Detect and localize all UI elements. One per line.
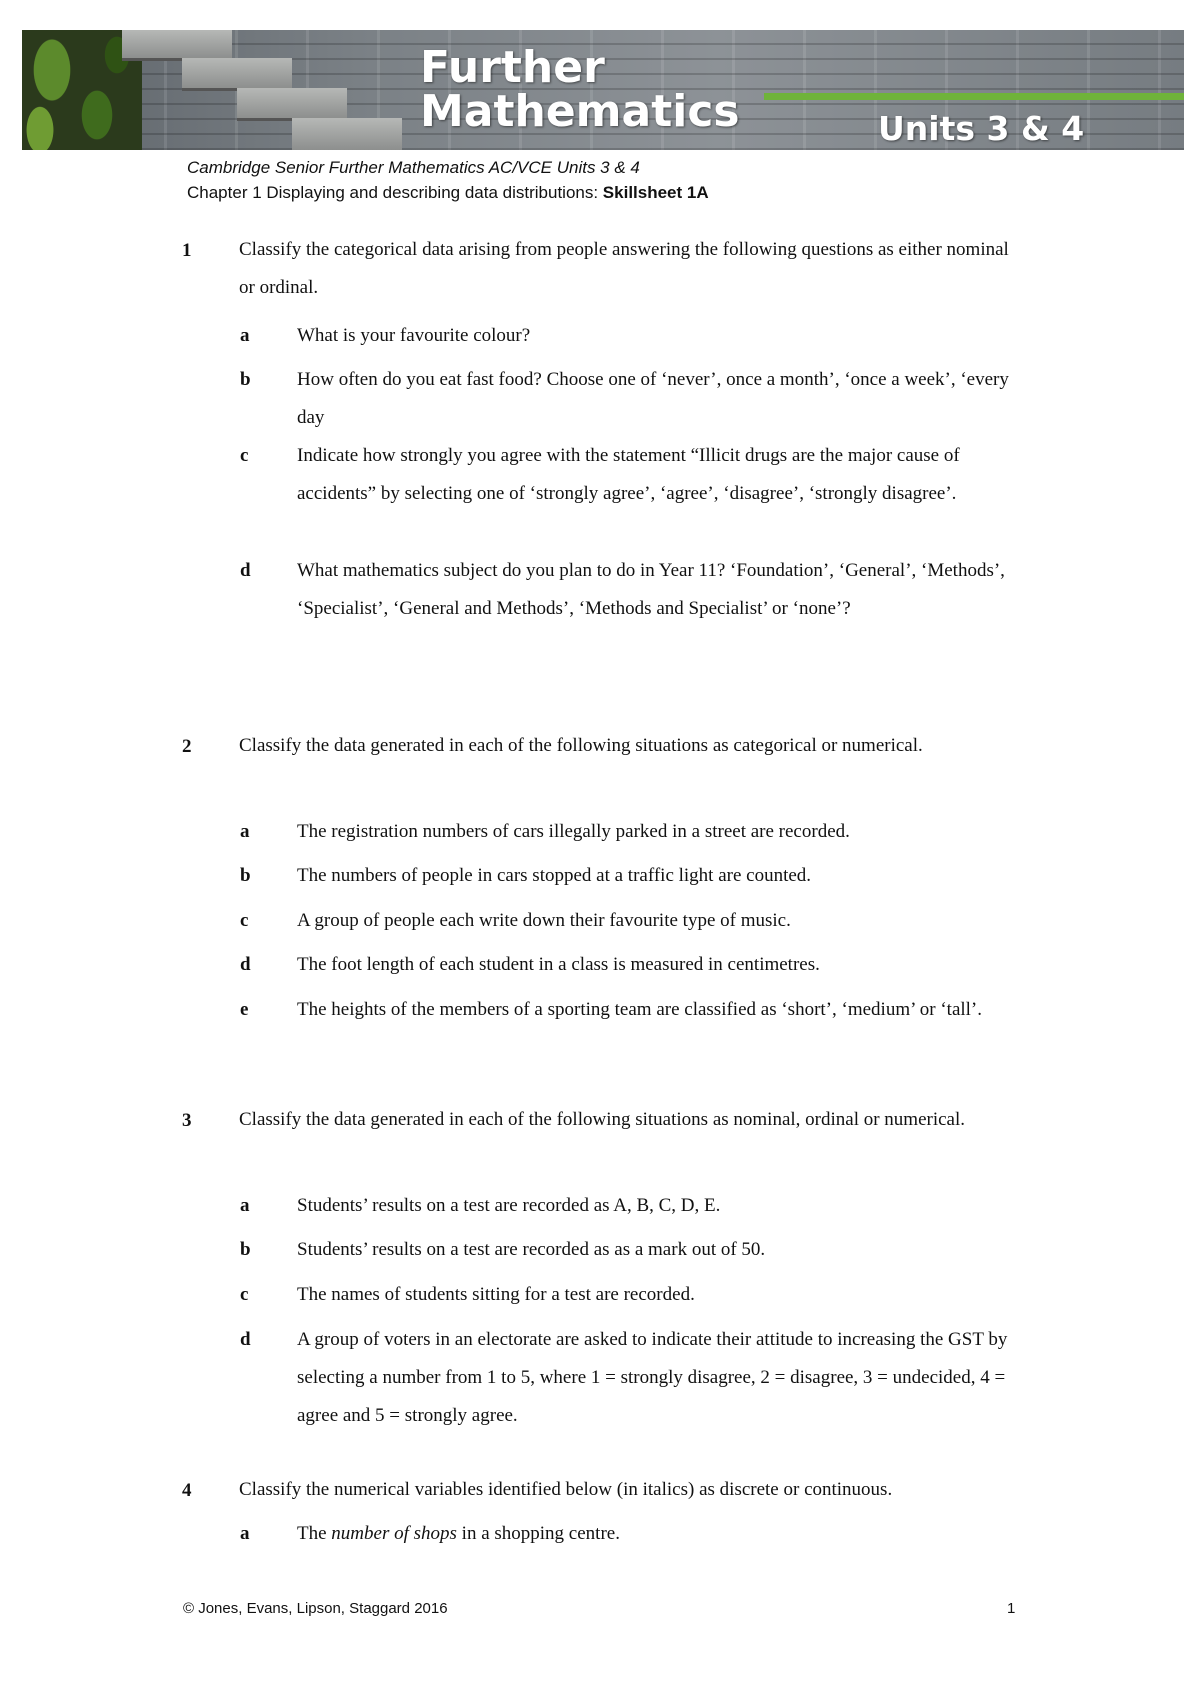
- part-text: The names of students sitting for a test are recorded.: [297, 1284, 695, 1305]
- question-number: 1: [182, 240, 192, 261]
- stair-step: [237, 88, 347, 121]
- part-text: How often do you eat fast food? Choose one of ‘never’, once a month’, ‘once a week’, ‘every day: [297, 369, 1009, 428]
- question-text: Classify the data generated in each of the following situations as categorical or numerical.: [239, 735, 923, 756]
- banner-title-line1: Further: [420, 42, 605, 93]
- part-text-pre: The: [297, 1523, 332, 1544]
- part-text: Indicate how strongly you agree with the statement “Illicit drugs are the major cause of accidents” by selecting one of ‘strongly agree’, ‘agree’, ‘disagree’, ‘strongly disagree’.: [297, 445, 960, 504]
- stair-step: [182, 58, 292, 91]
- stair-step: [122, 30, 232, 61]
- part-label: d: [240, 560, 251, 581]
- part-label: a: [240, 1195, 250, 1216]
- part-label: a: [240, 821, 250, 842]
- header-banner: [22, 30, 1184, 150]
- part-text-post: in a shopping centre.: [456, 1523, 620, 1544]
- part-text: A group of people each write down their favourite type of music.: [297, 910, 791, 931]
- part-label: d: [240, 1329, 251, 1350]
- question-text: Classify the data generated in each of the following situations as nominal, ordinal or numerical.: [239, 1109, 966, 1130]
- page-number: 1: [1007, 1600, 1016, 1617]
- part-text: [297, 1515, 1017, 1553]
- part-text: Students’ results on a test are recorded as A, B, C, D, E.: [297, 1195, 721, 1216]
- part-text: The heights of the members of a sporting team are classified as ‘short’, ‘medium’ or ‘tall’.: [297, 999, 983, 1020]
- banner-title: [420, 42, 740, 137]
- part-label: b: [240, 865, 251, 886]
- course-title: Cambridge Senior Further Mathematics AC/VCE Units 3 & 4: [187, 158, 640, 177]
- part-text-emphasis: number of shops: [331, 1523, 457, 1544]
- part-text: A group of voters in an electorate are asked to indicate their attitude to increasing the GST by selecting a number from 1 to 5, where 1 = strongly disagree, 2 = disagree, 3 = undecided, 4 = agree and 5 = strongly agree.: [297, 1329, 1008, 1426]
- part-text: The numbers of people in cars stopped at a traffic light are counted.: [297, 865, 812, 886]
- part-text: The registration numbers of cars illegally parked in a street are recorded.: [297, 821, 850, 842]
- part-label: c: [240, 1284, 249, 1305]
- part-label: e: [240, 999, 249, 1020]
- part-text: Students’ results on a test are recorded as as a mark out of 50.: [297, 1239, 766, 1260]
- part-label: c: [240, 445, 249, 466]
- stair-step: [292, 118, 402, 150]
- banner-units: Units 3 & 4: [878, 109, 1085, 148]
- question-number: 2: [182, 736, 192, 757]
- question-text: Classify the numerical variables identified below (in italics) as discrete or continuous.: [239, 1479, 893, 1500]
- footer-copyright: © Jones, Evans, Lipson, Staggard 2016: [183, 1600, 448, 1617]
- part-text: What is your favourite colour?: [297, 325, 531, 346]
- part-label: a: [240, 325, 250, 346]
- part-label: d: [240, 954, 251, 975]
- part-label: a: [240, 1523, 250, 1544]
- chapter-title: [187, 183, 709, 203]
- part-text: What mathematics subject do you plan to do in Year 11? ‘Foundation’, ‘General’, ‘Methods’, ‘Specialist’, ‘General and Methods’, ‘Methods and Specialist’ or ‘none’?: [297, 560, 1005, 619]
- part-label: b: [240, 369, 251, 390]
- part-label: c: [240, 910, 249, 931]
- part-label: b: [240, 1239, 251, 1260]
- green-accent-line: [764, 93, 1184, 100]
- question-text: Classify the categorical data arising from people answering the following questions as either nominal or ordinal.: [239, 239, 1009, 298]
- skillsheet-label: Skillsheet 1A: [602, 183, 709, 202]
- banner-title-line2: Mathematics: [420, 86, 740, 137]
- part-text: The foot length of each student in a class is measured in centimetres.: [297, 954, 820, 975]
- question-number: 4: [182, 1480, 192, 1501]
- chapter-name: Chapter 1 Displaying and describing data distributions:: [187, 183, 603, 202]
- question-number: 3: [182, 1110, 192, 1131]
